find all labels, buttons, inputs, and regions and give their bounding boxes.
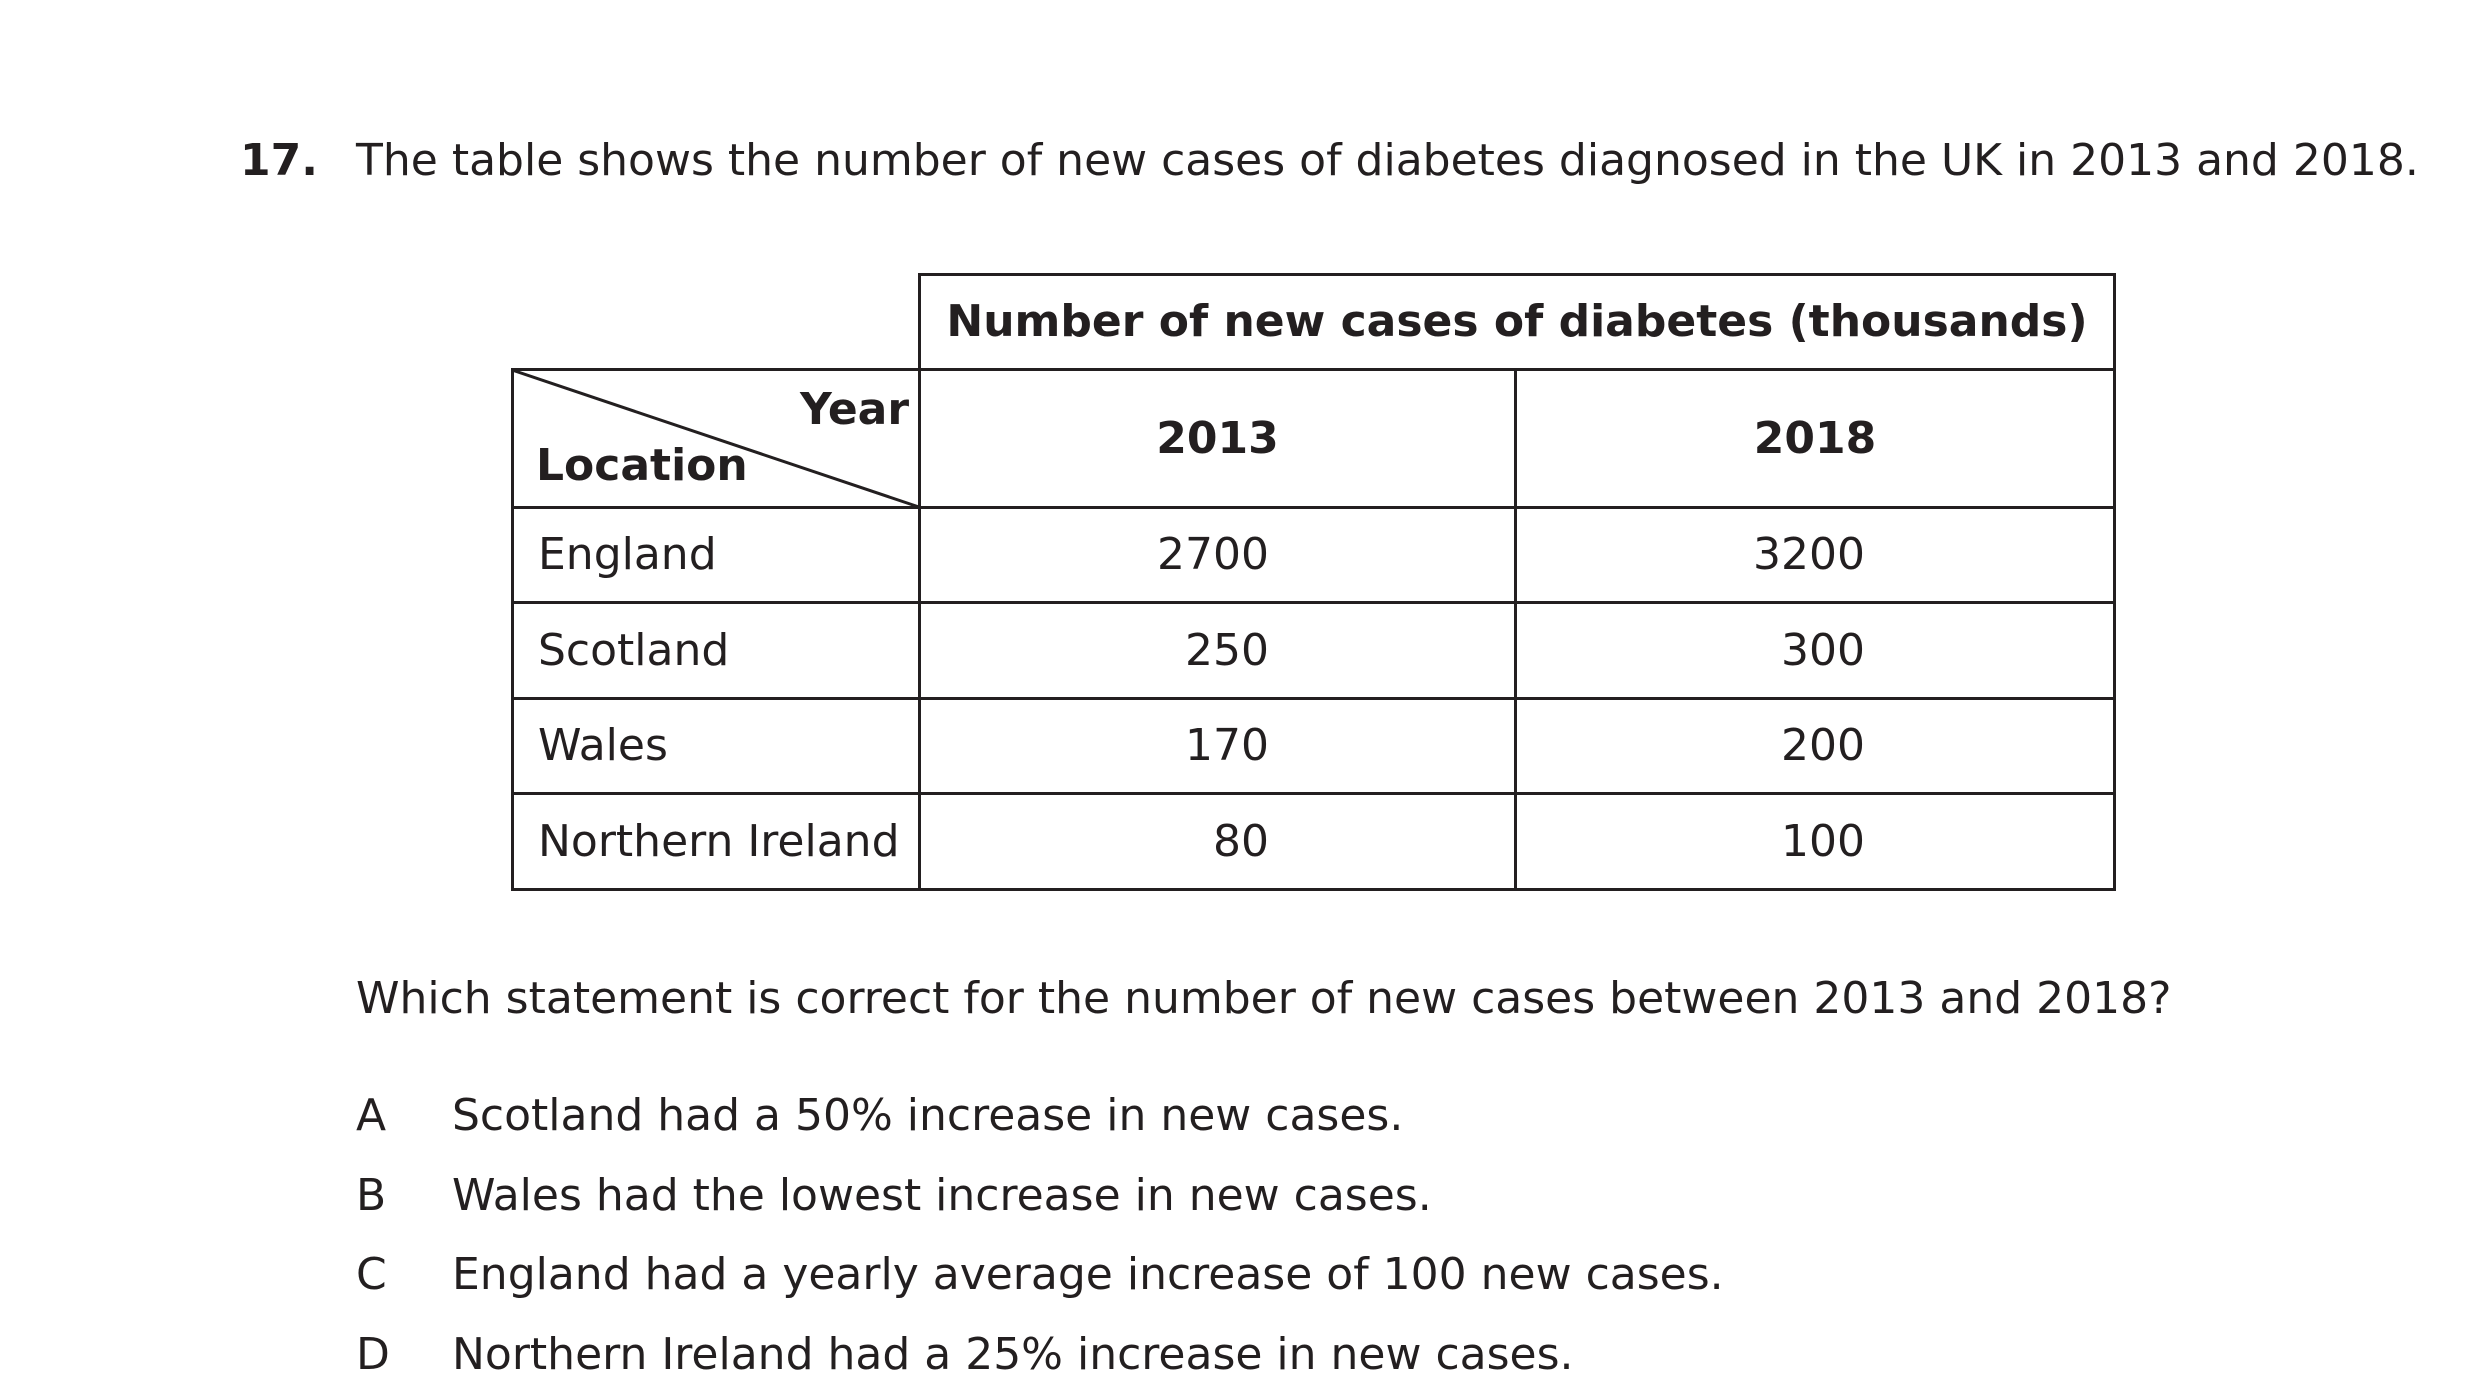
corner-row-label: Location [536, 440, 748, 491]
question-prompt: Which statement is correct for the number of new cases between 2013 and 2018? [356, 973, 2172, 1024]
row-value-2018: 3200 [1753, 529, 1865, 580]
option-c[interactable] [356, 1245, 1724, 1305]
row-location: England [538, 529, 717, 580]
row-value-2013: 2700 [1157, 529, 1269, 580]
question-number: 17. [240, 135, 318, 186]
table-border-right [2113, 273, 2116, 891]
option-letter: B [356, 1170, 387, 1221]
row-value-2018: 100 [1781, 815, 1865, 867]
row-location: Wales [538, 720, 668, 771]
column-header-2018: 2018 [1753, 412, 1877, 464]
corner-column-label: Year [800, 384, 910, 435]
row-value-2013: 250 [1185, 624, 1269, 676]
row-value-2018: 300 [1781, 624, 1865, 676]
option-b[interactable] [356, 1166, 1432, 1226]
option-letter: C [356, 1249, 387, 1300]
option-text: Wales had the lowest increase in new cases. [452, 1170, 1432, 1221]
row-location: Northern Ireland [538, 815, 900, 867]
table-border-bottom [511, 888, 2116, 891]
option-letter: A [356, 1090, 387, 1141]
option-text: England had a yearly average increase of 100 new cases. [452, 1249, 1724, 1300]
row-value-2013: 170 [1185, 720, 1269, 771]
row-location: Scotland [538, 624, 730, 676]
option-d[interactable] [356, 1325, 1574, 1385]
option-text: Scotland had a 50% increase in new cases. [452, 1090, 1404, 1141]
row-value-2018: 200 [1781, 720, 1865, 771]
row-value-2013: 80 [1213, 815, 1269, 867]
option-a[interactable] [356, 1086, 1403, 1146]
option-text: Northern Ireland had a 25% increase in new cases. [452, 1329, 1574, 1380]
option-letter: D [356, 1329, 390, 1380]
question-stem: The table shows the number of new cases of diabetes diagnosed in the UK in 2013 and 2018. [356, 135, 2419, 186]
column-header-2013: 2013 [1156, 412, 1279, 464]
group-header: Number of new cases of diabetes (thousands) [946, 296, 2088, 347]
